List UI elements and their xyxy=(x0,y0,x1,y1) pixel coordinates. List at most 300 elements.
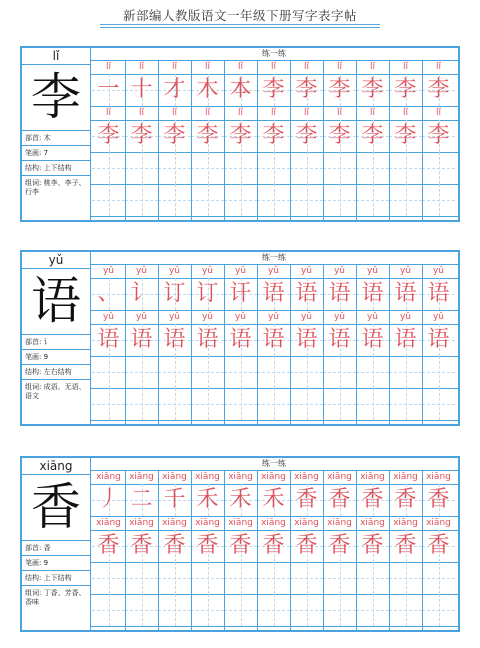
writing-cell[interactable] xyxy=(422,120,455,152)
practice-grid xyxy=(90,252,458,424)
guide-line-vertical xyxy=(208,562,209,594)
character-info-panel xyxy=(22,252,91,424)
grid-divider xyxy=(125,470,126,630)
guide-line-vertical xyxy=(109,184,110,216)
writing-cell[interactable] xyxy=(290,484,323,516)
writing-cell[interactable] xyxy=(92,184,125,216)
writing-cell[interactable] xyxy=(92,152,125,184)
tracing-character: 李 xyxy=(361,77,384,102)
character-info-panel xyxy=(22,48,91,220)
writing-cell[interactable] xyxy=(257,594,290,626)
writing-cell[interactable] xyxy=(422,74,455,106)
writing-cell[interactable] xyxy=(158,530,191,562)
tracing-character: 丿 xyxy=(97,487,120,512)
writing-cell[interactable] xyxy=(290,74,323,106)
writing-cell[interactable] xyxy=(92,356,125,388)
tracing-character: 语 xyxy=(361,327,384,352)
writing-cell[interactable] xyxy=(323,120,356,152)
grid-divider xyxy=(224,60,225,220)
writing-cell[interactable] xyxy=(290,530,323,562)
guide-line-vertical xyxy=(406,562,407,594)
guide-line-vertical xyxy=(109,388,110,420)
writing-cell[interactable] xyxy=(422,562,455,594)
grid-divider xyxy=(191,60,192,220)
writing-cell[interactable] xyxy=(191,278,224,310)
writing-cell[interactable] xyxy=(257,562,290,594)
writing-cell[interactable] xyxy=(125,152,158,184)
guide-line-vertical xyxy=(307,152,308,184)
writing-cell[interactable] xyxy=(422,356,455,388)
grid-divider xyxy=(290,264,291,424)
tracing-character: 才 xyxy=(163,77,186,102)
writing-cell[interactable] xyxy=(224,594,257,626)
pinyin-cell: lǐ xyxy=(138,62,144,72)
pinyin-cell: yǔ xyxy=(234,266,247,276)
writing-cell[interactable] xyxy=(422,484,455,516)
grid-divider xyxy=(125,264,126,424)
main-character: 香 xyxy=(31,478,81,536)
writing-cell[interactable] xyxy=(422,278,455,310)
pinyin-cell: lǐ xyxy=(435,108,441,118)
practice-label: 练一练 xyxy=(90,252,458,265)
grid-divider xyxy=(290,470,291,630)
writing-cell[interactable] xyxy=(125,388,158,420)
pinyin-cell: yǔ xyxy=(366,312,379,322)
tracing-character: 十 xyxy=(130,77,153,102)
writing-cell[interactable] xyxy=(125,562,158,594)
pinyin-cell: lǐ xyxy=(402,62,408,72)
guide-line-vertical xyxy=(439,562,440,594)
tracing-character: 李 xyxy=(361,123,384,148)
writing-cell[interactable] xyxy=(224,356,257,388)
tracing-character: 香 xyxy=(361,487,384,512)
tracing-character: 语 xyxy=(328,327,351,352)
pinyin-cell: xiāng xyxy=(426,518,451,528)
writing-cell[interactable] xyxy=(422,530,455,562)
word-examples: 组词: 丁香、芳香、香味 xyxy=(22,585,90,632)
practice-label: 练一练 xyxy=(90,48,458,61)
writing-cell[interactable] xyxy=(257,152,290,184)
guide-line-vertical xyxy=(406,356,407,388)
tracing-character: 语 xyxy=(196,327,219,352)
writing-cell[interactable] xyxy=(224,152,257,184)
tracing-character: 订 xyxy=(196,281,219,306)
tracing-character: 李 xyxy=(394,77,417,102)
writing-cell[interactable] xyxy=(356,74,389,106)
writing-cell[interactable] xyxy=(125,356,158,388)
tracing-character: 语 xyxy=(130,327,153,352)
radical-info: 部首: 香 xyxy=(22,540,90,555)
tracing-row xyxy=(90,120,458,153)
pinyin-cell: lǐ xyxy=(336,62,342,72)
writing-cell[interactable] xyxy=(191,484,224,516)
writing-cell[interactable] xyxy=(389,74,422,106)
guide-line-vertical xyxy=(340,356,341,388)
stroke-count-info: 笔画: 9 xyxy=(22,349,90,364)
writing-cell[interactable] xyxy=(158,120,191,152)
pinyin-cell: lǐ xyxy=(171,108,177,118)
writing-cell[interactable] xyxy=(356,530,389,562)
tracing-character: 语 xyxy=(394,327,417,352)
writing-cell[interactable] xyxy=(290,356,323,388)
tracing-character: 香 xyxy=(295,487,318,512)
guide-line-vertical xyxy=(142,184,143,216)
word-examples: 组词: 成语、无语、语文 xyxy=(22,379,90,426)
writing-cell[interactable] xyxy=(323,562,356,594)
writing-cell[interactable] xyxy=(323,530,356,562)
writing-cell[interactable] xyxy=(224,184,257,216)
writing-cell[interactable] xyxy=(323,152,356,184)
writing-cell[interactable] xyxy=(158,388,191,420)
guide-line-vertical xyxy=(307,562,308,594)
practice-label: 练一练 xyxy=(90,458,458,471)
grid-divider xyxy=(158,60,159,220)
writing-cell[interactable] xyxy=(125,278,158,310)
writing-cell[interactable] xyxy=(191,562,224,594)
tracing-character: 禾 xyxy=(196,487,219,512)
grid-divider xyxy=(356,264,357,424)
tracing-character: 李 xyxy=(262,77,285,102)
pinyin-cell: xiāng xyxy=(360,472,385,482)
word-examples: 组词: 桃李、李子、行李 xyxy=(22,175,90,222)
grid-divider xyxy=(356,60,357,220)
grid-divider xyxy=(422,60,423,220)
writing-cell[interactable] xyxy=(158,184,191,216)
pinyin-cell: lǐ xyxy=(303,62,309,72)
tracing-character: 香 xyxy=(361,533,384,558)
tracing-character: 李 xyxy=(427,77,450,102)
writing-cell[interactable] xyxy=(422,388,455,420)
guide-line-vertical xyxy=(208,594,209,626)
pinyin-cell: xiāng xyxy=(393,518,418,528)
pinyin-cell: lǐ xyxy=(336,108,342,118)
writing-cell[interactable] xyxy=(389,120,422,152)
tracing-character: 本 xyxy=(229,77,252,102)
guide-line-vertical xyxy=(307,594,308,626)
pinyin-cell: lǐ xyxy=(204,62,210,72)
writing-cell[interactable] xyxy=(224,562,257,594)
writing-cell[interactable] xyxy=(257,120,290,152)
tracing-character: 香 xyxy=(427,533,450,558)
writing-cell[interactable] xyxy=(191,184,224,216)
tracing-character: 李 xyxy=(295,123,318,148)
writing-cell[interactable] xyxy=(191,594,224,626)
writing-cell[interactable] xyxy=(224,324,257,356)
tracing-character: 讠 xyxy=(130,281,153,306)
writing-cell[interactable] xyxy=(125,184,158,216)
writing-cell[interactable] xyxy=(389,324,422,356)
guide-line-vertical xyxy=(307,388,308,420)
writing-cell[interactable] xyxy=(224,530,257,562)
writing-cell[interactable] xyxy=(191,530,224,562)
tracing-character: 李 xyxy=(262,123,285,148)
writing-cell[interactable] xyxy=(356,388,389,420)
guide-line-vertical xyxy=(142,594,143,626)
writing-cell[interactable] xyxy=(290,184,323,216)
practice-block xyxy=(20,46,460,222)
tracing-character: 禾 xyxy=(262,487,285,512)
pinyin-row xyxy=(90,470,458,485)
writing-cell[interactable] xyxy=(323,484,356,516)
guide-line-vertical xyxy=(208,388,209,420)
writing-cell[interactable] xyxy=(158,356,191,388)
tracing-row xyxy=(90,324,458,357)
main-pinyin: yǔ xyxy=(22,252,90,269)
stroke-count-info: 笔画: 7 xyxy=(22,145,90,160)
writing-cell[interactable] xyxy=(158,278,191,310)
writing-cell[interactable] xyxy=(92,530,125,562)
writing-cell[interactable] xyxy=(356,484,389,516)
pinyin-cell: lǐ xyxy=(105,108,111,118)
guide-line-vertical xyxy=(373,356,374,388)
writing-cell[interactable] xyxy=(257,74,290,106)
blank-writing-row xyxy=(90,184,458,217)
guide-line-vertical xyxy=(373,388,374,420)
tracing-character: 李 xyxy=(163,123,186,148)
tracing-character: 一 xyxy=(97,77,120,102)
writing-cell[interactable] xyxy=(257,356,290,388)
writing-cell[interactable] xyxy=(323,324,356,356)
writing-cell[interactable] xyxy=(224,484,257,516)
writing-cell[interactable] xyxy=(257,484,290,516)
pinyin-cell: yǔ xyxy=(333,266,346,276)
writing-cell[interactable] xyxy=(323,184,356,216)
writing-cell[interactable] xyxy=(422,594,455,626)
writing-cell[interactable] xyxy=(290,594,323,626)
grid-divider xyxy=(224,470,225,630)
writing-cell[interactable] xyxy=(290,278,323,310)
writing-cell[interactable] xyxy=(422,324,455,356)
writing-cell[interactable] xyxy=(290,152,323,184)
writing-cell[interactable] xyxy=(224,74,257,106)
writing-cell[interactable] xyxy=(389,278,422,310)
writing-cell[interactable] xyxy=(158,594,191,626)
blank-writing-row xyxy=(90,594,458,627)
writing-cell[interactable] xyxy=(125,120,158,152)
writing-cell[interactable] xyxy=(191,152,224,184)
practice-grid xyxy=(90,48,458,220)
writing-cell[interactable] xyxy=(92,120,125,152)
writing-cell[interactable] xyxy=(356,184,389,216)
grid-divider xyxy=(224,264,225,424)
guide-line-vertical xyxy=(175,152,176,184)
guide-line-vertical xyxy=(340,388,341,420)
pinyin-row xyxy=(90,60,458,75)
tracing-character: 语 xyxy=(295,281,318,306)
writing-cell[interactable] xyxy=(125,530,158,562)
writing-cell[interactable] xyxy=(125,74,158,106)
grid-divider xyxy=(389,470,390,630)
pinyin-cell: yǔ xyxy=(135,312,148,322)
practice-block xyxy=(20,456,460,632)
tracing-character: 香 xyxy=(163,533,186,558)
pinyin-cell: xiāng xyxy=(162,472,187,482)
pinyin-cell: yǔ xyxy=(333,312,346,322)
pinyin-cell: xiāng xyxy=(195,472,220,482)
tracing-row xyxy=(90,484,458,517)
tracing-character: 语 xyxy=(394,281,417,306)
writing-cell[interactable] xyxy=(191,356,224,388)
writing-cell[interactable] xyxy=(92,278,125,310)
guide-line-vertical xyxy=(439,152,440,184)
pinyin-cell: yǔ xyxy=(399,312,412,322)
grid-divider xyxy=(323,264,324,424)
pinyin-row xyxy=(90,310,458,325)
writing-cell[interactable] xyxy=(92,388,125,420)
writing-cell[interactable] xyxy=(191,388,224,420)
tracing-character: 订 xyxy=(163,281,186,306)
writing-cell[interactable] xyxy=(422,184,455,216)
writing-cell[interactable] xyxy=(323,594,356,626)
guide-line-vertical xyxy=(340,594,341,626)
guide-line-vertical xyxy=(373,562,374,594)
grid-divider xyxy=(191,470,192,630)
writing-cell[interactable] xyxy=(92,324,125,356)
tracing-character: 语 xyxy=(295,327,318,352)
writing-cell[interactable] xyxy=(191,120,224,152)
writing-cell[interactable] xyxy=(422,152,455,184)
tracing-character: 语 xyxy=(427,327,450,352)
writing-cell[interactable] xyxy=(257,278,290,310)
grid-divider xyxy=(422,264,423,424)
writing-cell[interactable] xyxy=(224,120,257,152)
writing-cell[interactable] xyxy=(125,324,158,356)
writing-cell[interactable] xyxy=(92,484,125,516)
writing-cell[interactable] xyxy=(356,278,389,310)
writing-cell[interactable] xyxy=(290,324,323,356)
writing-cell[interactable] xyxy=(224,278,257,310)
writing-cell[interactable] xyxy=(389,356,422,388)
pinyin-cell: xiāng xyxy=(327,518,352,528)
main-pinyin: xiāng xyxy=(22,458,90,475)
writing-cell[interactable] xyxy=(224,388,257,420)
guide-line-vertical xyxy=(373,152,374,184)
tracing-row xyxy=(90,74,458,107)
pinyin-cell: lǐ xyxy=(138,108,144,118)
guide-line-vertical xyxy=(109,152,110,184)
writing-cell[interactable] xyxy=(158,324,191,356)
guide-line-vertical xyxy=(109,356,110,388)
guide-line-vertical xyxy=(439,184,440,216)
character-info-panel xyxy=(22,458,91,630)
guide-line-vertical xyxy=(274,152,275,184)
tracing-character: 香 xyxy=(229,533,252,558)
writing-cell[interactable] xyxy=(356,594,389,626)
writing-cell[interactable] xyxy=(323,356,356,388)
writing-cell[interactable] xyxy=(356,562,389,594)
guide-line-vertical xyxy=(241,356,242,388)
writing-cell[interactable] xyxy=(356,324,389,356)
writing-cell[interactable] xyxy=(158,74,191,106)
pinyin-cell: xiāng xyxy=(195,518,220,528)
writing-cell[interactable] xyxy=(257,184,290,216)
tracing-character: 香 xyxy=(394,533,417,558)
pinyin-cell: lǐ xyxy=(402,108,408,118)
guide-line-vertical xyxy=(340,562,341,594)
writing-cell[interactable] xyxy=(356,152,389,184)
tracing-character: 李 xyxy=(295,77,318,102)
writing-cell[interactable] xyxy=(290,388,323,420)
blank-writing-row xyxy=(90,388,458,421)
tracing-character: 李 xyxy=(97,123,120,148)
pinyin-cell: lǐ xyxy=(369,62,375,72)
pinyin-cell: lǐ xyxy=(369,108,375,118)
pinyin-cell: xiāng xyxy=(360,518,385,528)
guide-line-vertical xyxy=(175,594,176,626)
grid-divider xyxy=(323,60,324,220)
tracing-character: 李 xyxy=(196,123,219,148)
radical-info: 部首: 讠 xyxy=(22,334,90,349)
writing-cell[interactable] xyxy=(125,594,158,626)
writing-cell[interactable] xyxy=(191,74,224,106)
writing-cell[interactable] xyxy=(356,120,389,152)
grid-divider xyxy=(257,60,258,220)
writing-cell[interactable] xyxy=(389,530,422,562)
writing-cell[interactable] xyxy=(389,184,422,216)
writing-cell[interactable] xyxy=(158,152,191,184)
pinyin-cell: xiāng xyxy=(228,472,253,482)
tracing-character: 语 xyxy=(361,281,384,306)
tracing-character: 木 xyxy=(196,77,219,102)
pinyin-cell: xiāng xyxy=(393,472,418,482)
pinyin-cell: yǔ xyxy=(432,266,445,276)
writing-cell[interactable] xyxy=(191,324,224,356)
radical-info: 部首: 木 xyxy=(22,130,90,145)
writing-cell[interactable] xyxy=(92,562,125,594)
writing-cell[interactable] xyxy=(158,484,191,516)
main-pinyin: lǐ xyxy=(22,48,90,65)
writing-cell[interactable] xyxy=(389,594,422,626)
pinyin-cell: yǔ xyxy=(300,266,313,276)
writing-cell[interactable] xyxy=(125,484,158,516)
writing-cell[interactable] xyxy=(158,562,191,594)
pinyin-cell: xiāng xyxy=(426,472,451,482)
grid-divider xyxy=(191,264,192,424)
writing-cell[interactable] xyxy=(92,594,125,626)
pinyin-cell: yǔ xyxy=(300,312,313,322)
pinyin-cell: xiāng xyxy=(261,518,286,528)
pinyin-cell: yǔ xyxy=(267,312,280,322)
blank-writing-row xyxy=(90,152,458,185)
tracing-row xyxy=(90,530,458,563)
writing-cell[interactable] xyxy=(257,530,290,562)
writing-cell[interactable] xyxy=(323,278,356,310)
pinyin-row xyxy=(90,264,458,279)
guide-line-vertical xyxy=(142,388,143,420)
tracing-character: 语 xyxy=(163,327,186,352)
writing-cell[interactable] xyxy=(389,152,422,184)
pinyin-cell: yǔ xyxy=(102,266,115,276)
writing-cell[interactable] xyxy=(323,388,356,420)
writing-cell[interactable] xyxy=(290,120,323,152)
pinyin-cell: lǐ xyxy=(303,108,309,118)
writing-cell[interactable] xyxy=(290,562,323,594)
writing-cell[interactable] xyxy=(356,356,389,388)
guide-line-vertical xyxy=(439,388,440,420)
writing-cell[interactable] xyxy=(323,74,356,106)
writing-cell[interactable] xyxy=(257,388,290,420)
guide-line-vertical xyxy=(307,184,308,216)
guide-line-vertical xyxy=(241,152,242,184)
writing-cell[interactable] xyxy=(257,324,290,356)
pinyin-cell: lǐ xyxy=(105,62,111,72)
writing-cell[interactable] xyxy=(92,74,125,106)
writing-cell[interactable] xyxy=(389,484,422,516)
guide-line-vertical xyxy=(142,356,143,388)
tracing-character: 香 xyxy=(328,533,351,558)
writing-cell[interactable] xyxy=(389,562,422,594)
writing-cell[interactable] xyxy=(389,388,422,420)
